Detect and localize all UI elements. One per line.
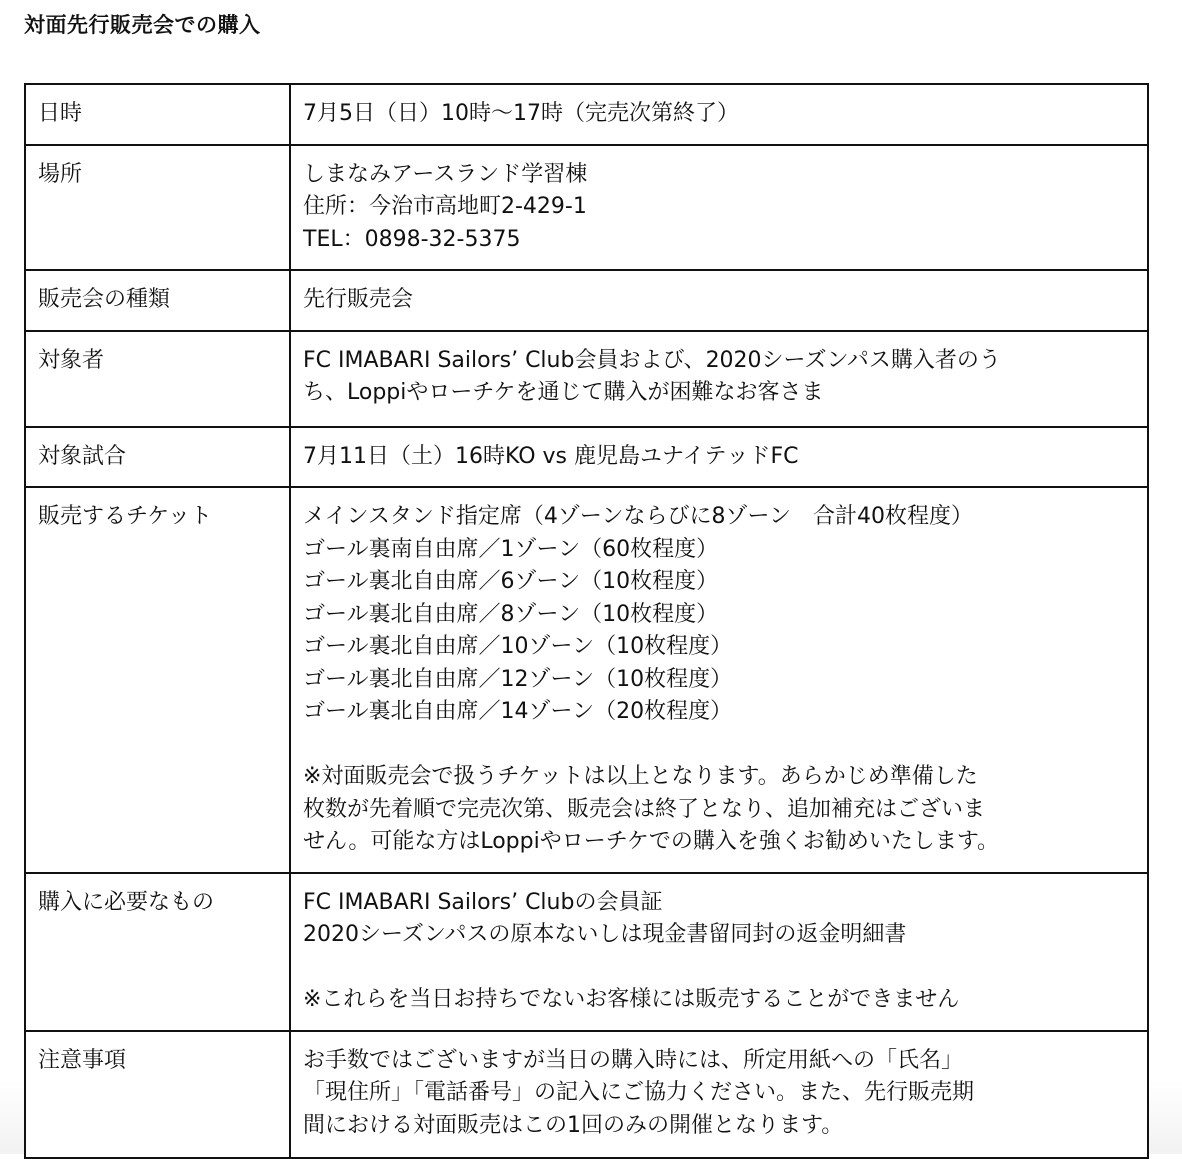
venue-name: しまなみアースランド学習棟 — [303, 161, 588, 187]
row-label: 購入に必要なもの — [25, 873, 290, 1031]
ticket-item: ゴール裏北自由席／8ゾーン（10枚程度） — [303, 601, 719, 627]
target-text-line: ち、Loppiやローチケを通じて購入が困難なお客さま — [303, 380, 824, 405]
notes-line: 「現住所」「電話番号」の記入にご協力ください。また、先行販売期 — [303, 1080, 975, 1105]
row-value — [290, 84, 1148, 145]
datetime-text: 7月5日（日）10時〜17時（完売次第終了） — [303, 101, 739, 126]
row-label: 対象者 — [25, 331, 290, 427]
ticket-item: ゴール裏北自由席／6ゾーン（10枚程度） — [303, 569, 719, 594]
row-label: 販売会の種類 — [25, 270, 290, 331]
ticket-note-line: ※対面販売会で扱うチケットは以上となります。あらかじめ準備した — [303, 764, 978, 789]
venue-phone: TEL：0898-32-5375 — [303, 226, 521, 252]
row-value — [290, 427, 1148, 488]
required-item: FC IMABARI Sailors’ Clubの会員証 — [303, 889, 663, 915]
target-text-line: FC IMABARI Sailors’ Club会員および、2020シーズンパス購入者のう — [303, 347, 1001, 373]
ticket-item: ゴール裏北自由席／14ゾーン（20枚程度） — [303, 699, 733, 724]
required-note: ※これらを当日お持ちでないお客様には販売することができません — [303, 987, 960, 1012]
row-value — [290, 873, 1148, 1031]
ticket-item: ゴール裏北自由席／12ゾーン（10枚程度） — [303, 666, 733, 692]
row-value — [290, 1031, 1148, 1158]
ticket-item: メインスタンド指定席（4ゾーンならびに8ゾーン 合計40枚程度） — [303, 504, 974, 529]
row-value — [290, 331, 1148, 427]
required-item: 2020シーズンパスの原本ないしは現金書留同封の返金明細書 — [303, 922, 907, 947]
table-row-target-customers — [25, 331, 1148, 427]
ticket-item: ゴール裏北自由席／10ゾーン（10枚程度） — [303, 634, 733, 659]
row-label: 対象試合 — [25, 427, 290, 488]
table-row-datetime — [25, 84, 1148, 145]
row-label: 販売するチケット — [25, 487, 290, 873]
table-row-sale-type — [25, 270, 1148, 331]
match-text: 7月11日（土）16時KO vs 鹿児島ユナイテッドFC — [303, 443, 799, 469]
table-row-tickets — [25, 487, 1148, 873]
ticket-note-line: 枚数が先着順で完売次第、販売会は終了となり、追加補充はございま — [303, 796, 986, 822]
notes-line: お手数ではございますが当日の購入時には、所定用紙への「氏名」 — [303, 1047, 964, 1073]
row-value — [290, 270, 1148, 331]
page-title: 対面先行販売会での購入 — [24, 13, 261, 37]
row-value — [290, 487, 1148, 873]
table-row-target-match — [25, 427, 1148, 488]
ticket-note-line: せん。可能な方はLoppiやローチケでの購入を強くお勧めいたします。 — [303, 829, 1000, 854]
venue-address: 住所：今治市高地町2-429-1 — [303, 194, 587, 219]
purchase-info-table — [24, 83, 1149, 1159]
sale-type-text: 先行販売会 — [303, 287, 414, 312]
blank-line — [303, 729, 1135, 762]
ticket-item: ゴール裏南自由席／1ゾーン（60枚程度） — [303, 536, 719, 562]
table-row-notes — [25, 1031, 1148, 1158]
row-label: 場所 — [25, 145, 290, 271]
row-value — [290, 145, 1148, 271]
row-label: 注意事項 — [25, 1031, 290, 1158]
table-row-place — [25, 145, 1148, 271]
notes-line: 間における対面販売はこの1回のみの開催となります。 — [303, 1112, 844, 1138]
row-label: 日時 — [25, 84, 290, 145]
table-row-required-items — [25, 873, 1148, 1031]
blank-line — [303, 952, 1135, 985]
